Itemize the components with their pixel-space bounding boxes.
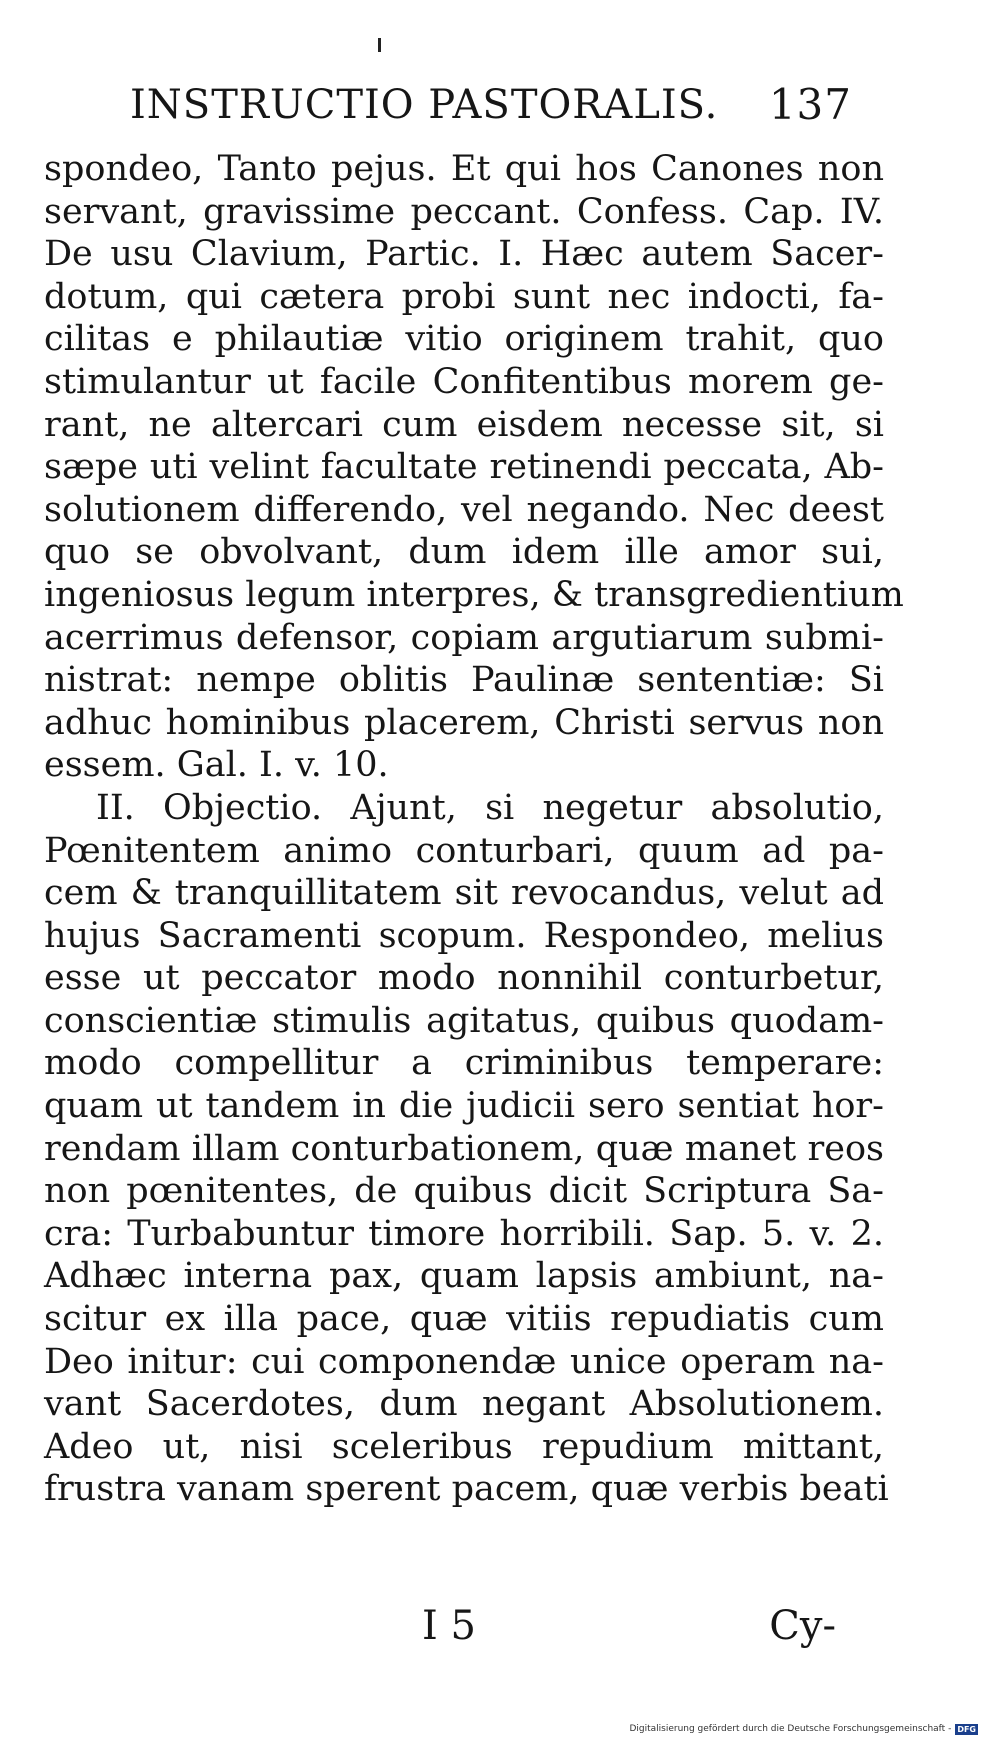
text-line: De usu Clavium, Partic. I. Hæc autem Sacer- xyxy=(44,234,884,275)
text-line: essem. Gal. I. v. 10. xyxy=(44,745,389,786)
text-line: hujus Sacramenti scopum. Respondeo, melius xyxy=(44,915,884,956)
signature-mark: I 5 xyxy=(422,1603,476,1649)
text-line: stimulantur ut facile Confitentibus morem ge- xyxy=(44,361,884,402)
text-line: Deo initur: cui componendæ unice operam na- xyxy=(44,1341,884,1382)
text-line: cilitas e philautiæ vitio originem trahit, quo xyxy=(44,319,884,360)
text-line: modo compellitur a criminibus temperare: xyxy=(44,1043,884,1084)
text-line: adhuc hominibus placerem, Christi servus non xyxy=(44,702,884,743)
page-mark xyxy=(378,38,381,52)
text-line: servant, gravissime peccant. Confess. Cap. IV. xyxy=(44,191,884,232)
running-header xyxy=(130,78,870,134)
text-line: ingeniosus legum interpres, & transgredientium xyxy=(44,574,904,615)
text-line: scitur ex illa pace, quæ vitiis repudiatis cum xyxy=(44,1299,884,1340)
page-number: 137 xyxy=(768,80,852,129)
text-line: nistrat: nempe oblitis Paulinæ sententiæ: Si xyxy=(44,660,884,701)
text-line: spondeo, Tanto pejus. Et qui hos Canones non xyxy=(44,149,884,189)
text-line: acerrimus defensor, copiam argutiarum submi- xyxy=(44,617,884,658)
text-line: rant, ne altercari cum eisdem necesse sit, si xyxy=(44,404,884,445)
text-line: Pœnitentem animo conturbari, quum ad pa- xyxy=(44,830,884,871)
text-line: cra: Turbabuntur timore horribili. Sap. 5. v. 2. xyxy=(44,1213,884,1254)
header-title: INSTRUCTIO PASTORALIS. xyxy=(130,82,719,128)
text-line: frustra vanam sperent pacem, quæ verbis beati xyxy=(44,1469,889,1510)
text-line: esse ut peccator modo nonnihil conturbetur, xyxy=(44,958,884,999)
text-line: quam ut tandem in die judicii sero sentiat hor- xyxy=(44,1086,884,1127)
body-text xyxy=(44,148,904,1511)
page-foot xyxy=(412,1603,852,1653)
text-line: Adhæc interna pax, quam lapsis ambiunt, na- xyxy=(44,1256,884,1297)
text-line: rendam illam conturbationem, quæ manet reos xyxy=(44,1128,884,1169)
text-line: cem & tranquillitatem sit revocandus, velut ad xyxy=(44,873,884,914)
text-line: dotum, qui cætera probi sunt nec indocti, fa- xyxy=(44,276,884,317)
credit-text: Digitalisierung gefördert durch die Deutsche Forschungsgemeinschaft - xyxy=(629,1724,952,1734)
catchword: Cy- xyxy=(769,1603,836,1649)
text-line: vant Sacerdotes, dum negant Absolutionem. xyxy=(44,1384,884,1425)
text-line: non pœnitentes, de quibus dicit Scriptura Sa- xyxy=(44,1171,884,1212)
digitization-credit xyxy=(629,1722,978,1736)
text-line: conscientiæ stimulis agitatus, quibus quodam- xyxy=(44,1000,884,1041)
text-line: sæpe uti velint facultate retinendi peccata, Ab- xyxy=(44,447,884,488)
dfg-logo: DFG xyxy=(957,1724,976,1734)
text-line: Adeo ut, nisi sceleribus repudium mittant, xyxy=(44,1426,884,1467)
text-line: quo se obvolvant, dum idem ille amor sui, xyxy=(44,532,884,573)
text-line: II. Objectio. Ajunt, si negetur absolutio, xyxy=(96,787,884,828)
text-line: solutionem differendo, vel negando. Nec deest xyxy=(44,489,884,530)
